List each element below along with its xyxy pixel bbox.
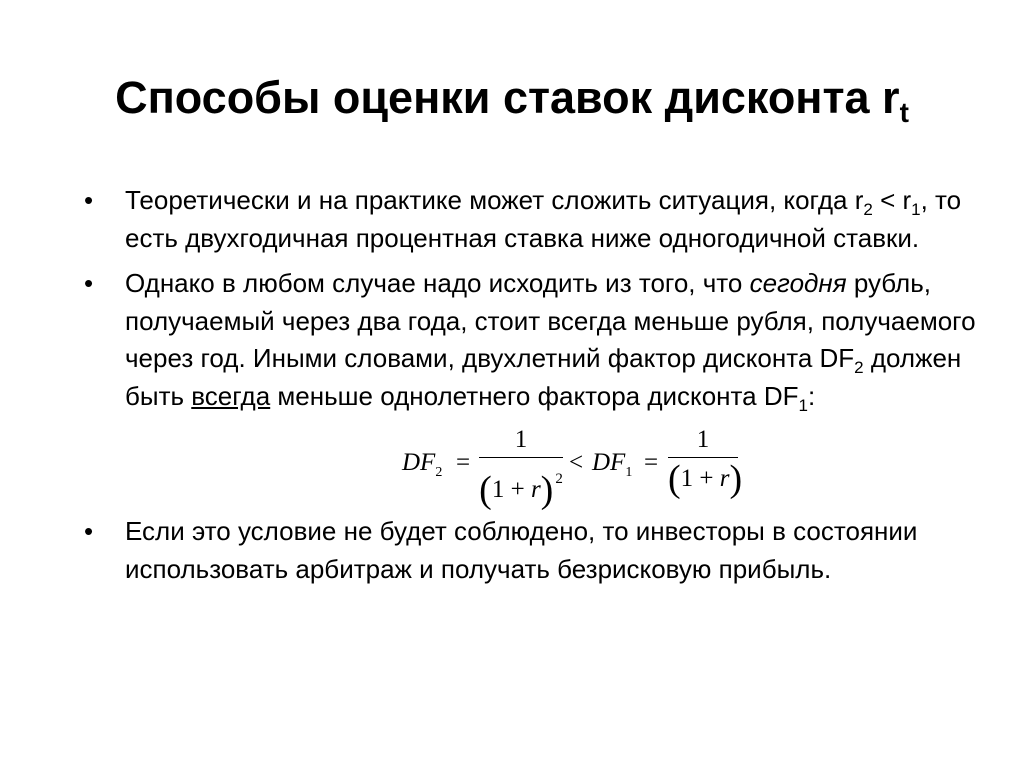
fraction-denominator bbox=[479, 462, 563, 511]
fraction-bar bbox=[479, 457, 563, 458]
df2-term bbox=[402, 449, 442, 481]
equals-sign: = bbox=[456, 449, 471, 476]
bullet-marker: • bbox=[84, 268, 94, 298]
rate-symbol: r bbox=[530, 476, 541, 503]
less-than-sign: < bbox=[569, 449, 584, 476]
slide-title bbox=[0, 66, 1024, 130]
df-subscript: 1 bbox=[625, 465, 633, 480]
subscript: 2 bbox=[854, 358, 864, 377]
bullet-text: Теоретически и на практике может сложить ситуация, когда r bbox=[125, 185, 864, 215]
bullet-text: < r bbox=[872, 185, 912, 215]
bullet-item-2 bbox=[84, 265, 984, 415]
subscript: 2 bbox=[863, 200, 873, 219]
bullet-text: , то есть двухгодичная процентная ставка ниже одногодичной ставки. bbox=[125, 185, 962, 253]
bullet-marker: • bbox=[84, 516, 94, 546]
bullet-item-3 bbox=[84, 513, 984, 588]
df-subscript: 2 bbox=[435, 465, 443, 480]
denominator-one: 1 bbox=[680, 465, 694, 492]
italic-text: сегодня bbox=[749, 268, 847, 298]
fraction-one-year bbox=[668, 425, 743, 500]
df1-term bbox=[592, 449, 632, 481]
bullet-text: Однако в любом случае надо исходить из того, что bbox=[125, 268, 750, 298]
rate-symbol: r bbox=[719, 465, 730, 492]
paren: ( bbox=[668, 458, 681, 500]
paren: ( bbox=[479, 469, 492, 511]
fraction-numerator: 1 bbox=[514, 426, 528, 453]
bullet-text: : bbox=[807, 380, 816, 411]
bullet-marker: • bbox=[84, 185, 94, 215]
denominator-one: 1 bbox=[491, 476, 505, 503]
exponent: 2 bbox=[555, 471, 563, 487]
bullet-text: рубль, получаемый через два года, стоит всегда меньше рубля, получаемого через год. Иными словами, двухлетний фактор дисконта DF bbox=[125, 268, 976, 373]
bullet-text: Если это условие не будет соблюдено, то инвесторы в состоянии использовать арбитраж и получать безрисковую прибыль. bbox=[125, 516, 918, 584]
title-text: Способы оценки ставок дисконта r bbox=[115, 72, 900, 123]
bullet-text: должен быть bbox=[125, 343, 962, 411]
equals-sign: = bbox=[644, 449, 659, 476]
bullet-list bbox=[84, 182, 984, 588]
fraction-denominator bbox=[668, 458, 743, 500]
paren: ) bbox=[540, 469, 554, 511]
underlined-text: всегда bbox=[191, 380, 271, 411]
bullet-text: меньше однолетнего фактора дисконта DF bbox=[270, 380, 799, 411]
subscript: 1 bbox=[911, 200, 921, 219]
fraction-two-year bbox=[479, 425, 563, 511]
plus-sign: + bbox=[510, 476, 525, 503]
title-subscript: t bbox=[899, 97, 909, 128]
df-label: DF bbox=[402, 449, 436, 476]
fraction-numerator: 1 bbox=[696, 426, 710, 453]
df-label: DF bbox=[592, 449, 626, 476]
discount-factor-formula bbox=[84, 419, 984, 511]
plus-sign: + bbox=[699, 465, 714, 492]
bullet-item-1 bbox=[84, 182, 984, 257]
subscript: 1 bbox=[798, 395, 808, 415]
paren: ) bbox=[729, 458, 743, 500]
